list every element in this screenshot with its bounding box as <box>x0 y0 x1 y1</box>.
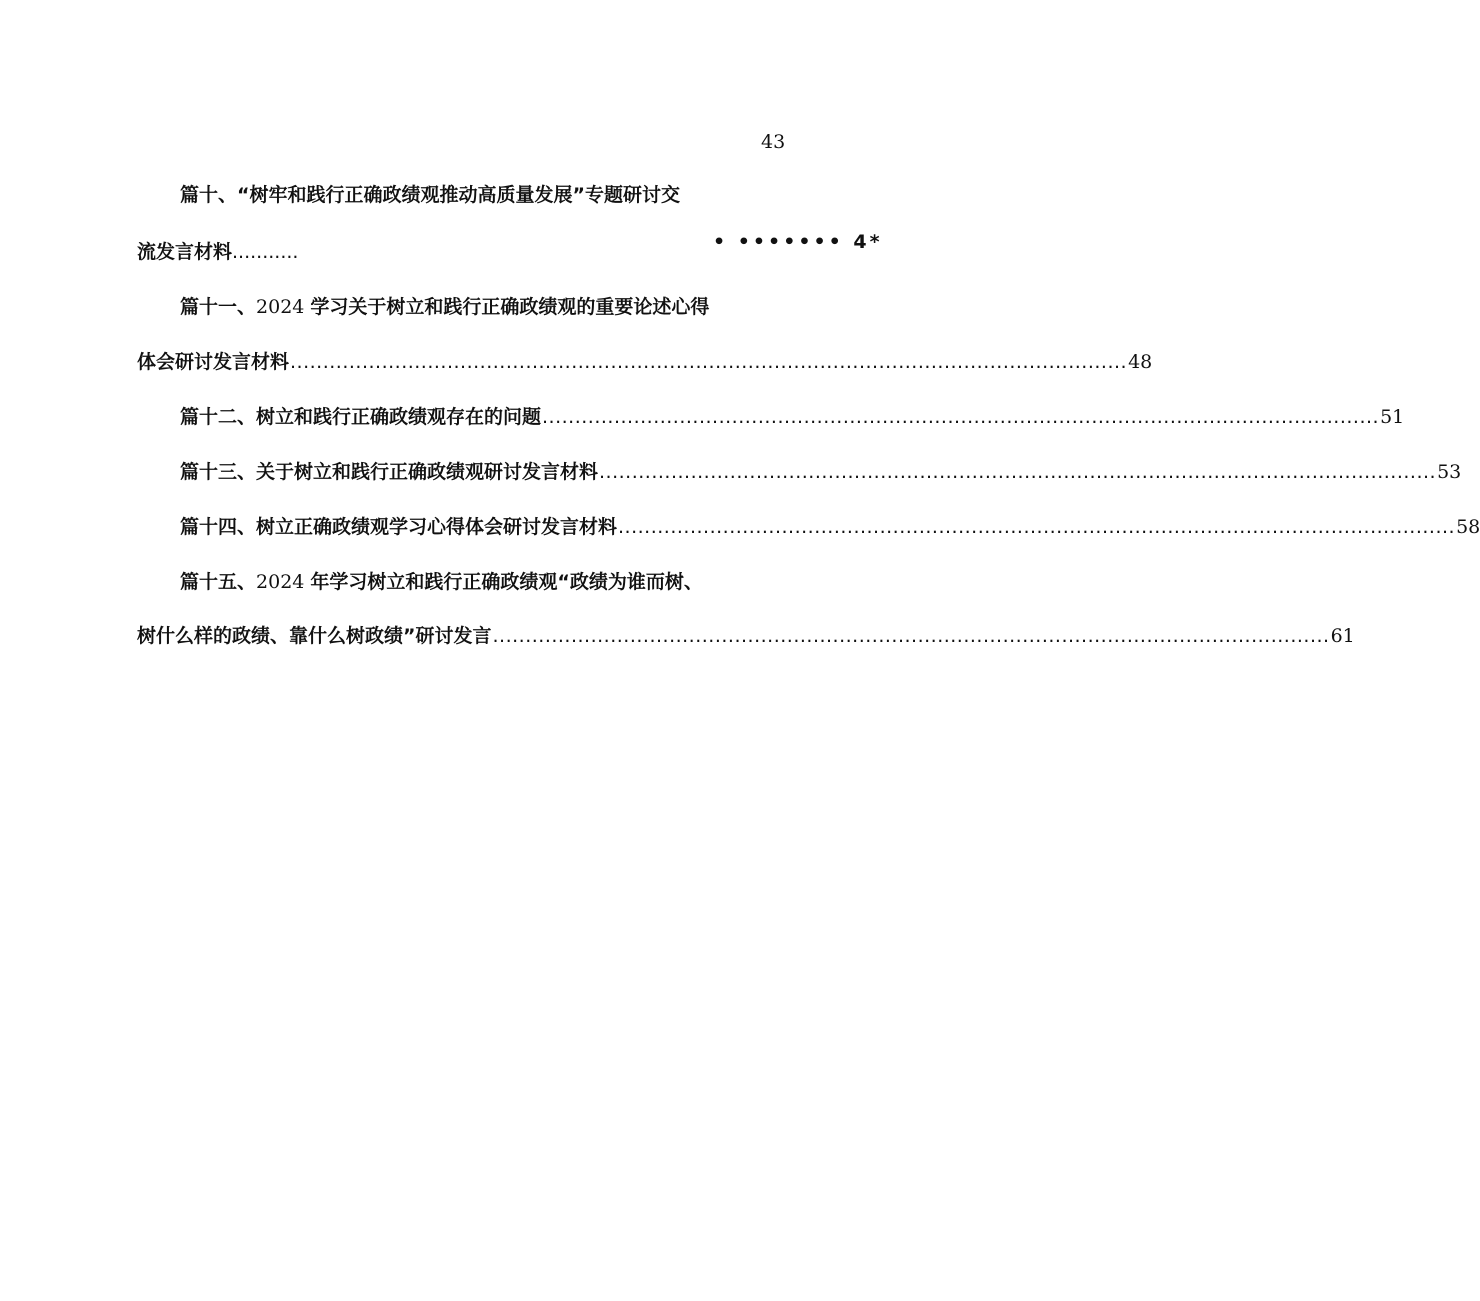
toc-entry-13-page: 53 <box>1437 461 1462 483</box>
toc-entry-15-rest: 年学习树立和践行正确政绩观“政绩为谁而树、 <box>310 571 703 593</box>
toc-entry-11-page: 48 <box>1128 351 1153 373</box>
page-number-43: 43 <box>761 131 786 153</box>
toc-entry-14-page: 58 <box>1456 516 1480 538</box>
toc-entry-13-title: 篇十三、关于树立和践行正确政绩观研讨发言材料 <box>180 461 599 483</box>
toc-entry-10-title-end: 流发言材料 <box>137 241 233 263</box>
toc-entry-15-line1 <box>180 570 703 594</box>
toc-entry-10-dots: ........... <box>232 241 299 263</box>
toc-dot-leader: ................................................................................................................................ <box>492 625 1330 647</box>
toc-entry-15-year: 2024 <box>256 571 305 593</box>
toc-entry-11-line2 <box>137 350 1153 374</box>
toc-dot-leader: ................................................................................................................................ <box>599 461 1437 483</box>
toc-entry-10-trailing-dots: • ••••••• 4* <box>713 231 883 253</box>
toc-entry-12 <box>180 405 1405 429</box>
toc-entry-12-page: 51 <box>1380 406 1405 428</box>
toc-entry-11-prefix: 篇十一、 <box>180 296 257 318</box>
toc-entry-15-page: 61 <box>1330 625 1355 647</box>
toc-entry-11-year: 2024 <box>256 296 305 318</box>
toc-entry-12-title: 篇十二、树立和践行正确政绩观存在的问题 <box>180 406 542 428</box>
toc-entry-14 <box>180 515 1480 539</box>
toc-entry-13 <box>180 460 1462 484</box>
toc-dot-leader: ................................................................................................................................ <box>542 406 1380 428</box>
toc-entry-15-line2 <box>137 624 1355 648</box>
toc-dot-leader: ................................................................................................................................ <box>290 351 1128 373</box>
toc-entry-11-line1 <box>180 295 709 319</box>
toc-entry-15-title-end: 树什么样的政绩、靠什么树政绩”研讨发言 <box>137 625 492 647</box>
toc-dot-leader: ................................................................................................................................ <box>618 516 1456 538</box>
toc-entry-15-prefix: 篇十五、 <box>180 571 257 593</box>
toc-entry-14-title: 篇十四、树立正确政绩观学习心得体会研讨发言材料 <box>180 516 618 538</box>
toc-entry-11-title-end: 体会研讨发言材料 <box>137 351 290 373</box>
toc-entry-10-line2 <box>137 240 298 264</box>
toc-entry-10-line1: 篇十、“树牢和践行正确政绩观推动高质量发展”专题研讨交 <box>180 184 680 206</box>
toc-entry-11-rest: 学习关于树立和践行正确政绩观的重要论述心得 <box>310 296 710 318</box>
